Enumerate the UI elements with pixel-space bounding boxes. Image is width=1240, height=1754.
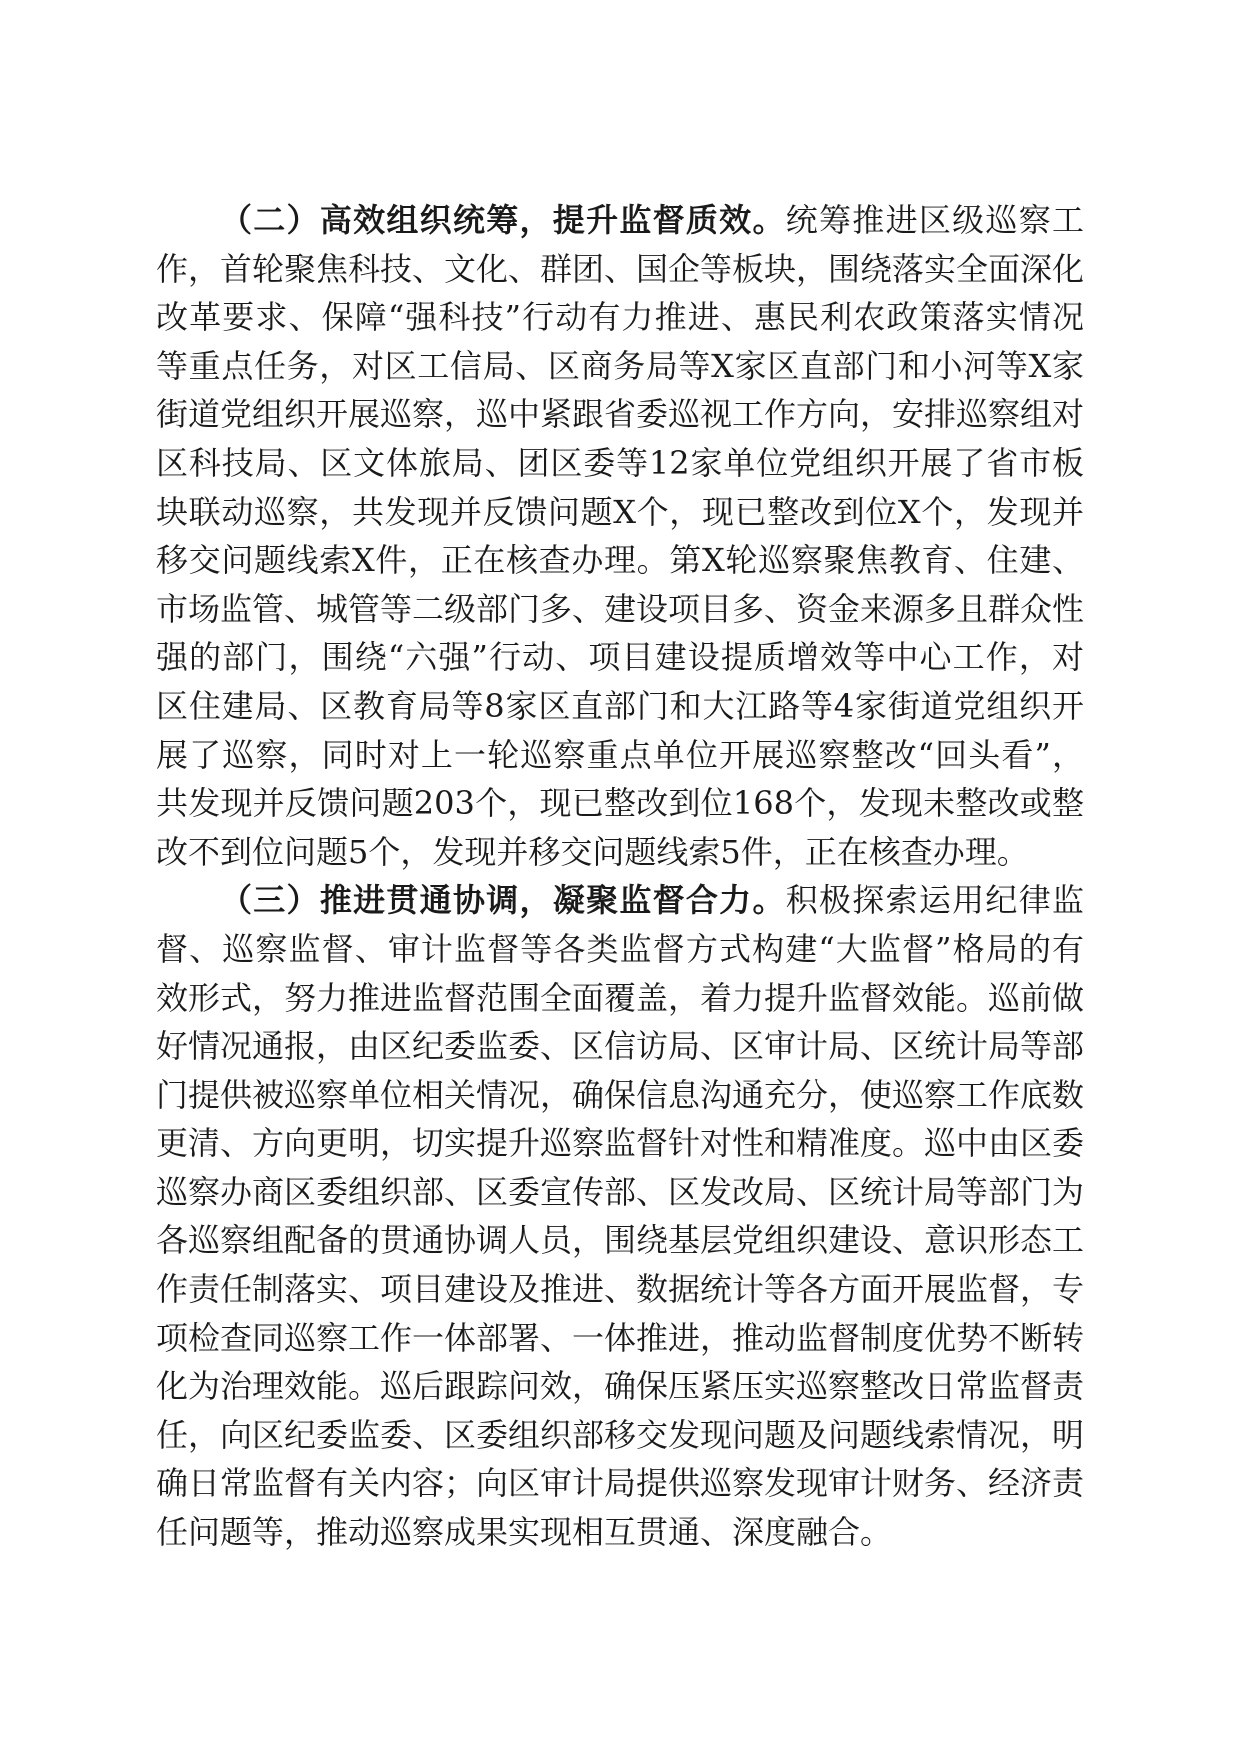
section-2-heading: （二）高效组织统筹，提升监督质效。 (220, 201, 786, 239)
paragraph-section-3 (156, 876, 1084, 1556)
section-3-heading: （三）推进贯通协调，凝聚监督合力。 (220, 881, 786, 920)
section-2-body: 统筹推进区级巡察工作，首轮聚焦科技、文化、群团、国企等板块，围绕落实全面深化改革要求、保障“强科技”行动有力推进、惠民利农政策落实情况等重点任务，对区工信局、区商务局等X家区直部门和小河等X家街道党组织开展巡察，巡中紧跟省委巡视工作方向，安排巡察组对区科技局、区文体旅局、团区委等12家单位党组织开展了省市板块联动巡察，共发现并反馈问题X个，现已整改到位X个，发现并移交问题线索X件，正在核查办理。第X轮巡察聚焦教育、住建、市场监管、城管等二级部门多、建设项目多、资金来源多且群众性强的部门，围绕“六强”行动、项目建设提质增效等中心工作，对区住建局、区教育局等8家区直部门和大江路等4家街道党组织开展了巡察，同时对上一轮巡察重点单位开展巡察整改“回头看”，共发现并反馈问题203个，现已整改到位168个，发现未整改或整改不到位问题5个，发现并移交问题线索5件，正在核查办理。 (156, 201, 1085, 871)
section-3-body: 积极探索运用纪律监督、巡察监督、审计监督等各类监督方式构建“大监督”格局的有效形式，努力推进监督范围全面覆盖，着力提升监督效能。巡前做好情况通报，由区纪委监委、区信访局、区审计局、区统计局等部门提供被巡察单位相关情况，确保信息沟通充分，使巡察工作底数更清、方向更明，切实提升巡察监督针对性和精准度。巡中由区委巡察办商区委组织部、区委宣传部、区发改局、区统计局等部门为各巡察组配备的贯通协调人员，围绕基层党组织建设、意识形态工作责任制落实、项目建设及推进、数据统计等各方面开展监督，专项检查同巡察工作一体部署、一体推进，推动监督制度优势不断转化为治理效能。巡后跟踪问效，确保压紧压实巡察整改日常监督责任，向区纪委监委、区委组织部移交发现问题及问题线索情况，明确日常监督有关内容；向区审计局提供巡察发现审计财务、经济责任问题等，推动巡察成果实现相互贯通、深度融合。 (156, 881, 1085, 1552)
document-body (156, 196, 1084, 1557)
paragraph-section-2 (156, 196, 1084, 876)
